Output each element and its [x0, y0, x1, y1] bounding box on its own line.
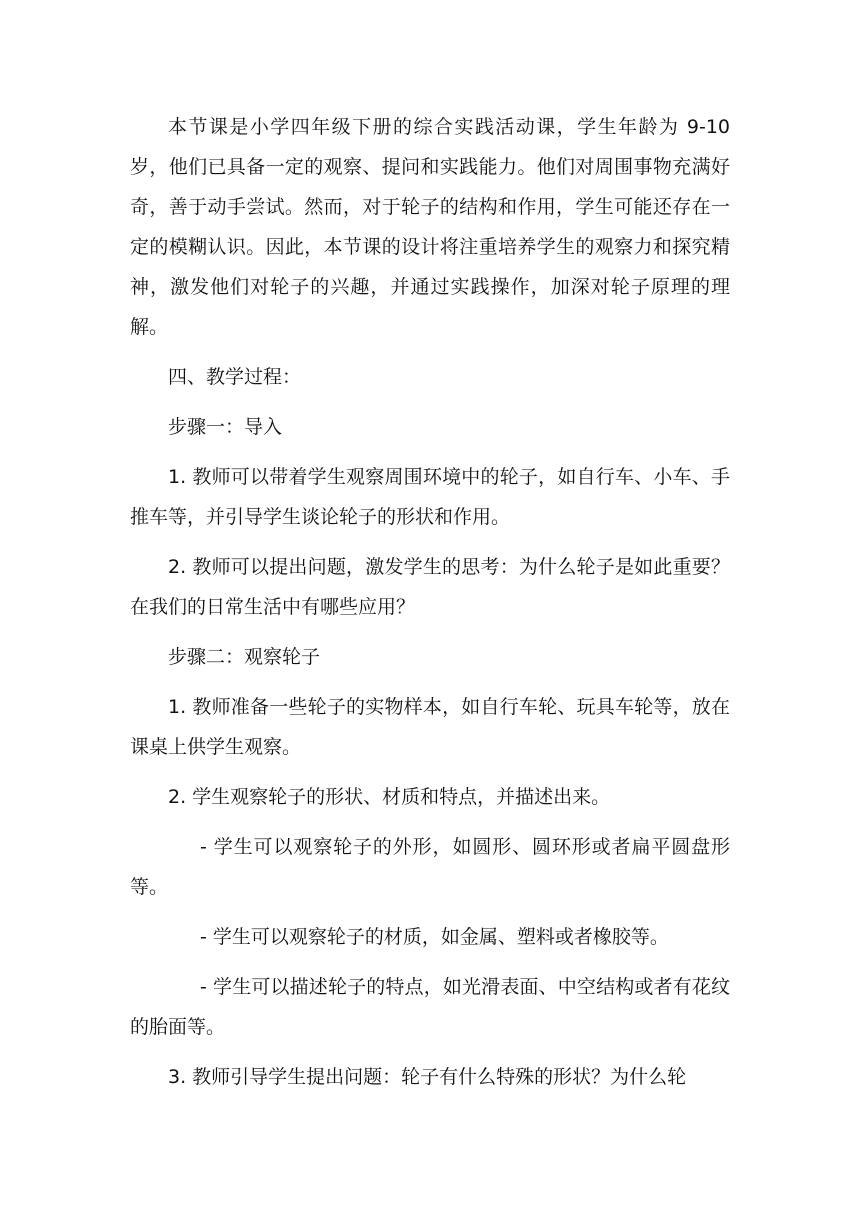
section-heading-teaching-process: 四、教学过程： [168, 366, 302, 388]
paragraph-intro: 本节课是小学四年级下册的综合实践活动课，学生年龄为 9-10 岁，他们已具备一定的观察、提问和实践能力。他们对周围事物充满好奇，善于动手尝试。然而，对于轮子的结构和作用，学生可能还存在一定的模糊认识。因此，本节课的设计将注重培养学生的观察力和探究精神，激发他们对轮子的兴趣，并通过实践操作，加深对轮子原理的理解。 [130, 116, 730, 338]
sub-list-item: - 学生可以观察轮子的外形，如圆形、圆环形或者扁平圆盘形等。 [130, 836, 730, 898]
step-heading-intro: 步骤一：导入 [168, 416, 283, 438]
sub-list-item: - 学生可以观察轮子的材质，如金属、塑料或者橡胶等。 [200, 926, 669, 948]
list-item: 1. 教师准备一些轮子的实物样本，如自行车轮、玩具车轮等，放在课桌上供学生观察。 [130, 696, 730, 758]
list-item: 3. 教师引导学生提出问题：轮子有什么特殊的形状？为什么轮 [168, 1066, 687, 1088]
sub-list-item: - 学生可以描述轮子的特点，如光滑表面、中空结构或者有花纹的胎面等。 [130, 976, 730, 1038]
list-item: 2. 教师可以提出问题，激发学生的思考：为什么轮子是如此重要？在我们的日常生活中有哪些应用？ [130, 556, 730, 618]
document-body [130, 107, 730, 1107]
step-heading-observe: 步骤二：观察轮子 [168, 646, 321, 668]
list-item: 1. 教师可以带着学生观察周围环境中的轮子，如自行车、小车、手推车等，并引导学生谈论轮子的形状和作用。 [130, 466, 730, 528]
list-item: 2. 学生观察轮子的形状、材质和特点，并描述出来。 [168, 786, 611, 808]
